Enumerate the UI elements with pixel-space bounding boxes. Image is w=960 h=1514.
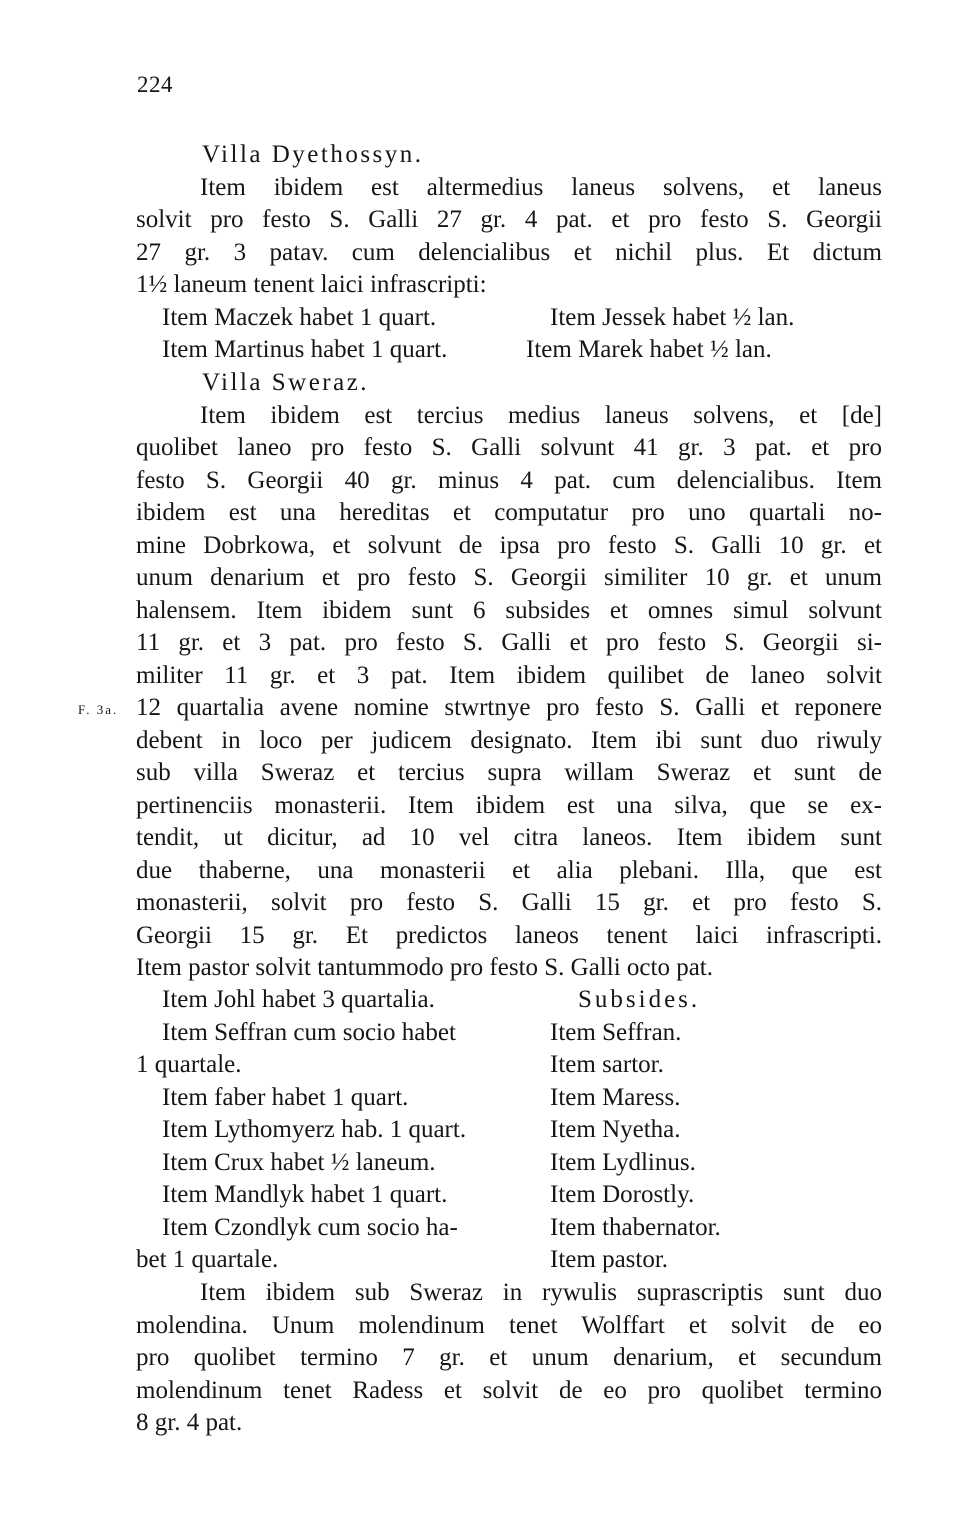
text-line: solvit pro festo S. Galli 27 gr. 4 pat. et pro festo S. Georgii [136,206,882,233]
margin-folio-note: F. 3a. [78,702,119,717]
text-line: 11 gr. et 3 pat. pro festo S. Galli et pro festo S. Georgii si- [136,629,882,656]
text-line: tendit, ut dicitur, ad 10 vel citra laneos. Item ibidem sunt [136,824,882,851]
table-row [136,1017,882,1050]
table-row [136,1114,882,1147]
holder-list-row [136,334,882,367]
text-line: quolibet laneo pro festo S. Galli solvunt 41 gr. 3 pat. et pro [136,434,882,461]
section-villa-sweraz [136,367,882,985]
subsides-entry: Item Maress. [550,1083,681,1111]
holder-entry: Item Czondlyk cum socio ha- [162,1213,458,1241]
text-line: militer 11 gr. et 3 pat. Item ibidem quilibet de laneo solvit [136,661,882,689]
section-heading: Villa Sweraz. [202,369,370,396]
table-row [136,1147,882,1180]
text-line: due thaberne, una monasterii et alia plebani. Illa, que est [136,856,882,884]
holder-entry: Item Crux habet ½ laneum. [162,1148,436,1176]
page-number: 224 [137,72,173,97]
holder-entry: Item Lythomyerz hab. 1 quart. [162,1116,467,1143]
text-line: debent in loco per judicem designato. Item ibi sunt duo riwuly [136,726,882,754]
section-heading: Villa Dyethossyn. [202,141,424,168]
text-line: Item ibidem est tercius medius laneus solvens, et [de] [200,401,882,429]
table-row [136,984,882,1017]
text-line: 8 gr. 4 pat. [136,1409,243,1436]
table-row [136,1179,882,1212]
subsides-entry: Item Dorostly. [550,1181,695,1208]
table-row [136,1049,882,1082]
text-line: Georgii 15 gr. Et predictos laneos tenent laici infrascripti. [136,921,882,949]
holder-right: Item Marek habet ½ lan. [526,336,772,363]
text-line: halensem. Item ibidem sunt 6 subsides et omnes simul solvunt [136,596,882,624]
holder-entry: 1 quartale. [136,1051,242,1078]
text-line: monasterii, solvit pro festo S. Galli 15 gr. et pro festo S. [136,889,882,916]
text-line: pro quolibet termino 7 gr. et unum denarium, et secundum [136,1344,882,1371]
holder-entry: Item Mandlyk habet 1 quart. [162,1181,448,1208]
text-line: Item ibidem sub Sweraz in rywulis suprascriptis sunt duo [200,1279,882,1306]
text-line: 1½ laneum tenent laici infrascripti: [136,271,487,298]
holders-and-subsides-table [136,984,882,1277]
table-row [136,1244,882,1277]
text-line: Item pastor solvit tantummodo pro festo S. Galli octo pat. [136,954,714,981]
holder-entry: Item faber habet 1 quart. [162,1083,409,1111]
subsides-heading: Subsides. [578,986,701,1013]
text-line: Item ibidem est altermedius laneus solvens, et laneus [200,173,882,201]
holder-entry: bet 1 quartale. [136,1246,279,1273]
holder-list-row [136,302,882,335]
text-line: unum denarium et pro festo S. Georgii similiter 10 gr. et unum [136,564,882,591]
subsides-entry: Item Seffran. [550,1018,682,1046]
holder-left: Item Martinus habet 1 quart. [162,336,448,363]
text-line: molendina. Unum molendinum tenet Wolffart et solvit de eo [136,1311,882,1339]
section-villa-dyethossyn [136,139,882,367]
subsides-entry: Item Nyetha. [550,1116,681,1143]
table-row [136,1082,882,1115]
text-line: molendinum tenet Radess et solvit de eo pro quolibet termino [136,1376,882,1404]
text-line: ibidem est una hereditas et computatur pro uno quartali no- [136,499,882,526]
holder-entry: Item Johl habet 3 quartalia. [162,986,435,1013]
text-line: 27 gr. 3 patav. cum delencialibus et nichil plus. Et dictum [136,238,882,266]
table-row [136,1212,882,1245]
text-line: mine Dobrkowa, et solvunt de ipsa pro festo S. Galli 10 gr. et [136,531,882,559]
subsides-entry: Item pastor. [550,1246,669,1273]
text-line: 12 quartalia avene nomine stwrtnye pro festo S. Galli et reponere [136,694,882,721]
text-line: pertinenciis monasterii. Item ibidem est una silva, que se ex- [136,791,882,819]
holder-left: Item Maczek habet 1 quart. [162,303,437,331]
text-line: festo S. Georgii 40 gr. minus 4 pat. cum delencialibus. Item [136,466,882,494]
subsides-entry: Item Lydlinus. [550,1148,696,1176]
holder-right: Item Jessek habet ½ lan. [550,303,795,331]
subsides-entry: Item sartor. [550,1051,664,1078]
closing-paragraph [136,1277,882,1440]
holder-entry: Item Seffran cum socio habet [162,1018,456,1046]
text-line: sub villa Sweraz et tercius supra willam Sweraz et sunt de [136,759,882,786]
subsides-entry: Item thabernator. [550,1213,721,1241]
